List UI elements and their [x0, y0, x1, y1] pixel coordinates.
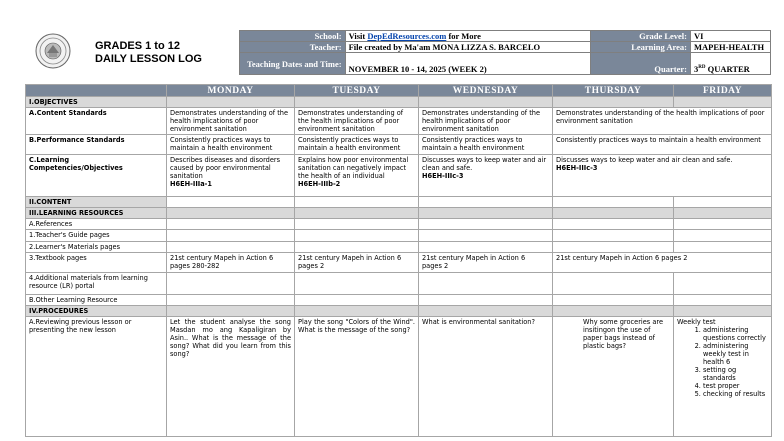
references-label: A.References [26, 219, 167, 230]
list-item: 4. test proper [703, 382, 768, 390]
textbook-mon: 21st century Mapeh in Action 6 pages 280-282 [167, 253, 295, 273]
day-wednesday: WEDNESDAY [419, 85, 553, 97]
list-item: 3. setting og standards [703, 366, 768, 382]
list-item: 5. checking of results [703, 390, 768, 398]
learners-materials-row [26, 242, 772, 253]
textbook-row [26, 253, 772, 273]
header-info-table [239, 30, 771, 75]
school-value: Visit DepEdResources.com for More [345, 31, 591, 42]
performance-standards-mon: Consistently practices ways to maintain a health environment [167, 135, 295, 155]
teacher-label: Teacher: [240, 42, 346, 53]
school-label: School: [240, 31, 346, 42]
additional-materials-label: 4.Additional materials from learning resource (LR) portal [26, 273, 167, 295]
competency-code: H6EH-IIIc-3 [556, 164, 598, 172]
performance-standards-tue: Consistently practices ways to maintain a health environment [295, 135, 419, 155]
resources-section [26, 208, 772, 219]
references-row [26, 219, 772, 230]
content-section [26, 197, 772, 208]
day-monday: MONDAY [167, 85, 295, 97]
textbook-wed: 21st century Mapeh in Action 6 pages 2 [419, 253, 553, 273]
reviewing-wed: What is environmental sanitation? [419, 317, 553, 437]
competency-code: H6EH-IIIb-2 [298, 180, 341, 188]
grade-level-value: VI [691, 31, 771, 42]
blank-header [26, 85, 167, 97]
procedures-label: IV.PROCEDURES [26, 306, 167, 317]
content-standards-row [26, 108, 772, 135]
competency-code: H6EH-IIIc-3 [422, 172, 464, 180]
reviewing-fri [674, 317, 772, 437]
performance-standards-thu-fri: Consistently practices ways to maintain a health environment [553, 135, 772, 155]
title-line1: GRADES 1 to 12 [95, 40, 180, 52]
objectives-section [26, 97, 772, 108]
day-header-row [26, 85, 772, 97]
title-line2: DAILY LESSON LOG [95, 53, 202, 65]
additional-materials-row [26, 273, 772, 295]
other-resource-label: B.Other Learning Resource [26, 295, 167, 306]
competencies-mon: Describes diseases and disorders caused by poor environmental sanitation H6EH-IIIa-1 [167, 155, 295, 197]
teachers-guide-label: 1.Teacher's Guide pages [26, 230, 167, 242]
reviewing-tue: Play the song "Colors of the Wind". What is the message of the song? [295, 317, 419, 437]
list-item: 1. administering questions correctly [703, 326, 768, 342]
quarter-value: 3RD QUARTER [691, 53, 771, 75]
reviewing-thu: Why some groceries are insitingon the use of paper bags instead of plastic bags? [553, 317, 674, 437]
textbook-tue: 21st century Mapeh in Action 6 pages 2 [295, 253, 419, 273]
objectives-label: I.OBJECTIVES [26, 97, 167, 108]
performance-standards-wed: Consistently practices ways to maintain a health environment [419, 135, 553, 155]
competencies-thu-fri: Discusses ways to keep water and air clean and safe. H6EH-IIIc-3 [553, 155, 772, 197]
teaching-dates-value: NOVEMBER 10 - 14, 2025 (WEEK 2) [345, 53, 591, 75]
content-standards-mon: Demonstrates understanding of the health implications of poor environment sanitation [167, 108, 295, 135]
reviewing-row [26, 317, 772, 437]
teaching-dates-label: Teaching Dates and Time: [240, 53, 346, 75]
day-thursday: THURSDAY [553, 85, 674, 97]
deped-seal-icon [35, 33, 71, 69]
content-label: II.CONTENT [26, 197, 167, 208]
day-tuesday: TUESDAY [295, 85, 419, 97]
depedresources-link[interactable]: DepEdResources.com [367, 31, 447, 41]
weekly-test-title: Weekly test [677, 318, 716, 326]
content-standards-wed: Demonstrates understanding of the health implications of poor environment sanitation [419, 108, 553, 135]
learning-area-value: MAPEH-HEALTH [691, 42, 771, 53]
competencies-wed: Discusses ways to keep water and air clean and safe. H6EH-IIIc-3 [419, 155, 553, 197]
textbook-thu-fri: 21st century Mapeh in Action 6 pages 2 [553, 253, 772, 273]
grade-level-label: Grade Level: [591, 31, 691, 42]
reviewing-mon: Let the student analyse the song Masdan mo ang Kapaligiran by Asin.. What is the message of the song? What did you learn from this song? [167, 317, 295, 437]
header [25, 30, 771, 76]
content-standards-label: A.Content Standards [26, 108, 167, 135]
content-standards-tue: Demonstrates understanding of the health implications of poor environment sanitation [295, 108, 419, 135]
competencies-label: C.Learning Competencies/Objectives [26, 155, 167, 197]
quarter-label: Quarter: [591, 53, 691, 75]
content-standards-thu-fri: Demonstrates understanding of the health implications of poor environment sanitation [553, 108, 772, 135]
competencies-row [26, 155, 772, 197]
learners-materials-label: 2.Learner's Materials pages [26, 242, 167, 253]
textbook-label: 3.Textbook pages [26, 253, 167, 273]
performance-standards-label: B.Performance Standards [26, 135, 167, 155]
competency-code: H6EH-IIIa-1 [170, 180, 212, 188]
learning-area-label: Learning Area: [591, 42, 691, 53]
teacher-value: File created by Ma'am MONA LIZZA S. BARCELO [345, 42, 591, 53]
day-friday: FRIDAY [674, 85, 772, 97]
teachers-guide-row [26, 230, 772, 242]
log-title [95, 40, 202, 66]
lesson-log-table [25, 84, 772, 437]
resources-label: III.LEARNING RESOURCES [26, 208, 167, 219]
procedures-section [26, 306, 772, 317]
competencies-tue: Explains how poor environmental sanitation can negatively impact the health of an individual H6EH-IIIb-2 [295, 155, 419, 197]
performance-standards-row [26, 135, 772, 155]
other-resource-row [26, 295, 772, 306]
weekly-test-steps [677, 326, 768, 398]
reviewing-label: A.Reviewing previous lesson or presenting the new lesson [26, 317, 167, 437]
list-item: 2. administering weekly test in health 6 [703, 342, 768, 366]
